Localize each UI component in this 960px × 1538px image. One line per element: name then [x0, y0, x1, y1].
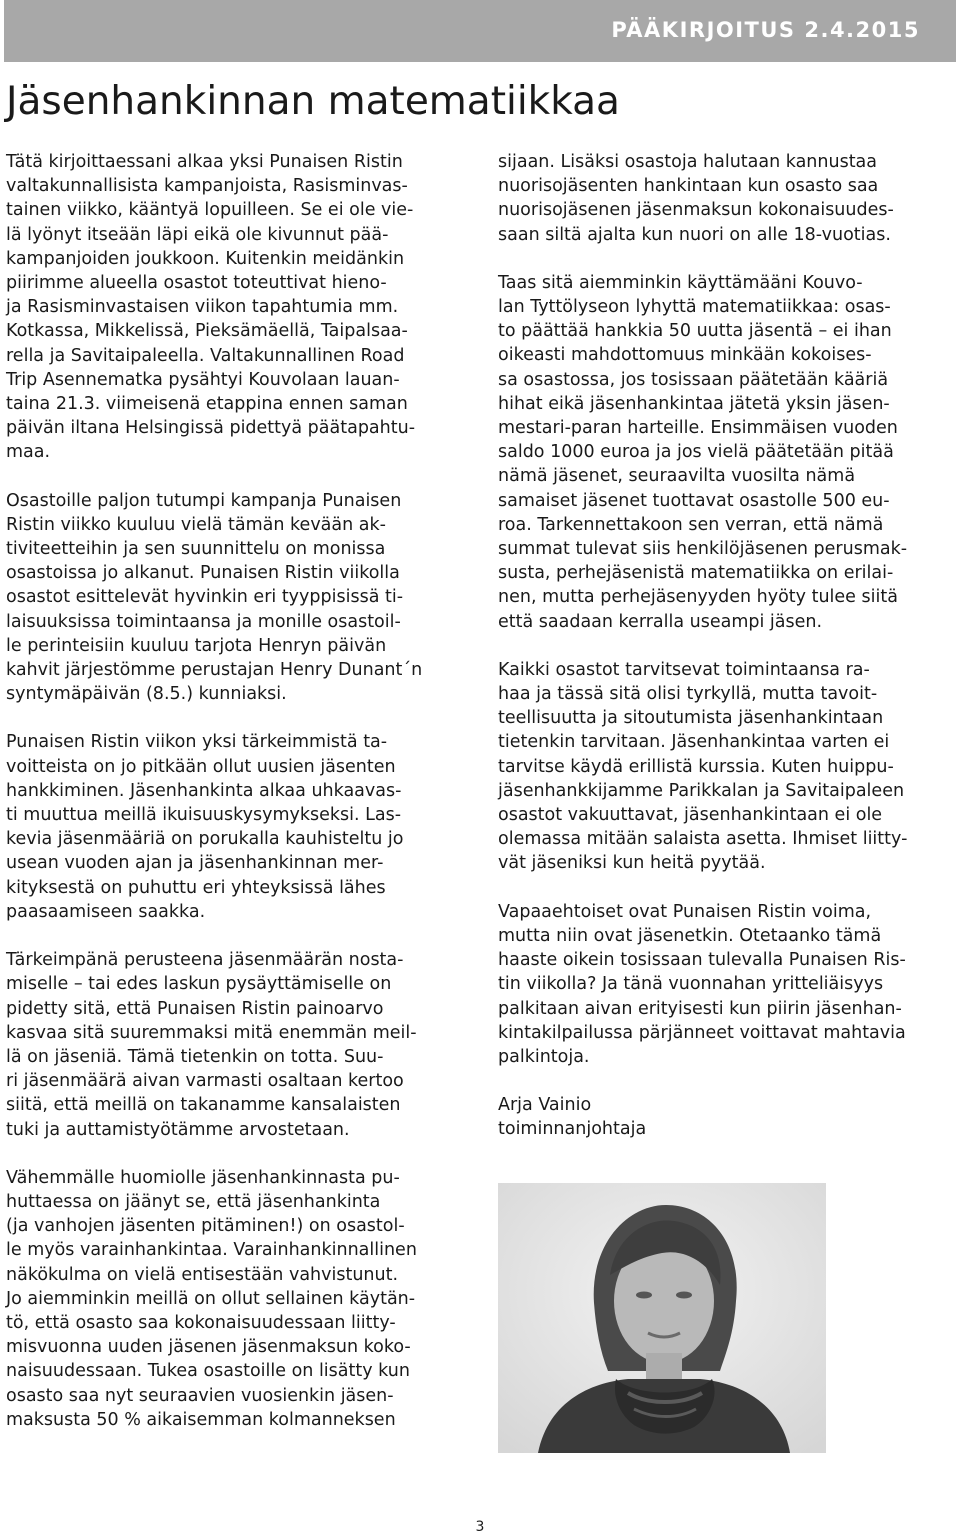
- paragraph: Taas sitä aiemminkin käyttämääni Kouvo- lan Tyttölyseon lyhyttä matematiikkaa: osas- to päättää hankkia 50 uutta jäsentä – ei ihan oikeasti mahdottomuus minkään kokoises- sa osastossa, jos tosissaan päätetään kääriä hihat eikä jäsenhankintaa jätetä yksin jäsen- mestari-paran harteille. Ensimmäisen vuoden saldo 1000 euroa ja jos vielä päätetään pitää nämä jäsenet, seuraavilta vuosilta nämä samaiset jäsenet tuottavat osastolle 500 eu- roa. Tarkennettakoon sen verran, että nämä summat tulevat siis henkilöjäsenen perusmak- susta, perhejäsenistä matematiikka on erilai- nen, mutta perhejäsenyyden hyöty tulee siitä että saadaan kerralla useampi jäsen.: [498, 272, 908, 632]
- paragraph: Tätä kirjoittaessani alkaa yksi Punaisen Ristin valtakunnallisista kampanjoista, Rasisminvas- tainen viikko, kääntyä lopuilleen. Se ei ole vie- lä lyönyt itseään läpi eikä ole kivunnut pää- kampanjoiden joukkoon. Kuitenkin meidänkin piirimme alueella osastot toteuttivat hieno- ja Rasisminvastaisen viikon tapahtumia mm. Kotkassa, Mikkelissä, Pieksämäellä, Taipalsaa- rella ja Savitaipaleella. Valtakunnallinen Road Trip Asennematka pysähtyi Kouvolaan lauan- taina 21.3. viimeisenä etappina ennen saman päivän iltana Helsingissä pidettyä päätapahtu- maa.: [6, 152, 416, 463]
- right-column: [498, 150, 958, 1142]
- paragraph: Vähemmälle huomiolle jäsenhankinnasta pu- huttaessa on jäänyt se, että jäsenhankinta (ja vanhojen jäsenten pitäminen!) on osastol- le myös varainhankintaa. Varainhankinnallinen näkökulma on vielä entisestään vahvistunut. Jo aiemminkin meillä on ollut sellainen käytän- tö, että osasto saa kokonaisuudessaan liitty- misvuonna uuden jäsenen jäsenmaksun koko- naisuudessaan. Tukea osastoille on lisätty kun osasto saa nyt seuraavien vuosienkin jäsen- maksusta 50 % aikaisemman kolmanneksen: [6, 1167, 417, 1430]
- paragraph: sijaan. Lisäksi osastoja halutaan kannustaa nuorisojäsenten hankintaan kun osasto saa nuorisojäsenen jäsenmaksun kokonaisuudes- saan siltä ajalta kun nuori on alle 18-vuotias.: [498, 152, 894, 245]
- article-title: Jäsenhankinnan matematiikkaa: [6, 79, 620, 124]
- page-number: 3: [475, 1519, 485, 1535]
- paragraph: Kaikki osastot tarvitsevat toimintaansa ra- haa ja tässä sitä olisi tyrkyllä, mutta tavoit- teellisuutta ja sitoutumista jäsenhankintaan tietenkin tarvitaan. Jäsenhankintaa varten ei tarvitse käydä erillistä kurssia. Kuten huippu- jäsenhankkijamme Parikkalan ja Savitaipaleen osastot vakuuttavat, jäsenhankintaan ei ole olemassa mitään salaista asetta. Ihmiset liitty- vät jäseniksi kun heitä pyytää.: [498, 659, 908, 874]
- author-portrait: [498, 1183, 826, 1453]
- left-column: [6, 150, 464, 1456]
- running-head: PÄÄKIRJOITUS 2.4.2015: [611, 18, 920, 42]
- portrait-photo: [498, 1183, 826, 1453]
- author-signature: Arja Vainio toiminnanjohtaja: [498, 1095, 647, 1140]
- paragraph: Osastoille paljon tutumpi kampanja Punaisen Ristin viikko kuuluu vielä tämän kevään ak- tiviteetteihin ja sen suunnittelu on monissa osastoissa jo alkanut. Punaisen Ristin viikolla osastot esittelevät hyvinkin eri tyyppisissä ti- laisuuksissa toimintaansa ja monille osastoil- le perinteisiin kuuluu tarjota Henryn päivän kahvit järjestömme perustajan Henry Dunant´n syntymäpäivän (8.5.) kunniaksi.: [6, 490, 423, 705]
- paragraph: Vapaaehtoiset ovat Punaisen Ristin voima, mutta niin ovat jäsenetkin. Otetaanko tämä haaste oikein tosissaan tulevalla Punaisen Ris- tin viikolla? Ja tänä vuonnahan yritteliäisyys palkitaan aivan erityisesti kun piirin jäsenhan- kintakilpailussa pärjänneet voittavat mahtavia palkintoja.: [498, 901, 906, 1067]
- paragraph: Tärkeimpänä perusteena jäsenmäärän nosta- miselle – tai edes laskun pysäyttämiselle on pidetty sitä, että Punaisen Ristin painoarvo kasvaa sitä suuremmaksi mitä enemmän meil- lä on jäseniä. Tämä tietenkin on totta. Suu- ri jäsenmäärä aivan varmasti osaltaan kertoo siitä, että meillä on takanamme kansalaisten tuki ja auttamistyötämme arvostetaan.: [6, 950, 417, 1140]
- paragraph: Punaisen Ristin viikon yksi tärkeimmistä ta- voitteista on jo pitkään ollut uusien jäsenten hankkiminen. Jäsenhankinta alkaa uhkaavas- ti muuttua meillä ikuisuuskysymykseksi. Las- kevia jäsenmääriä on porukalla kauhisteltu jo usean vuoden ajan ja jäsenhankinnan mer- kityksestä on puhuttu eri yhteyksissä lähes paasaamiseen saakka.: [6, 732, 404, 922]
- header-bar: [4, 0, 956, 62]
